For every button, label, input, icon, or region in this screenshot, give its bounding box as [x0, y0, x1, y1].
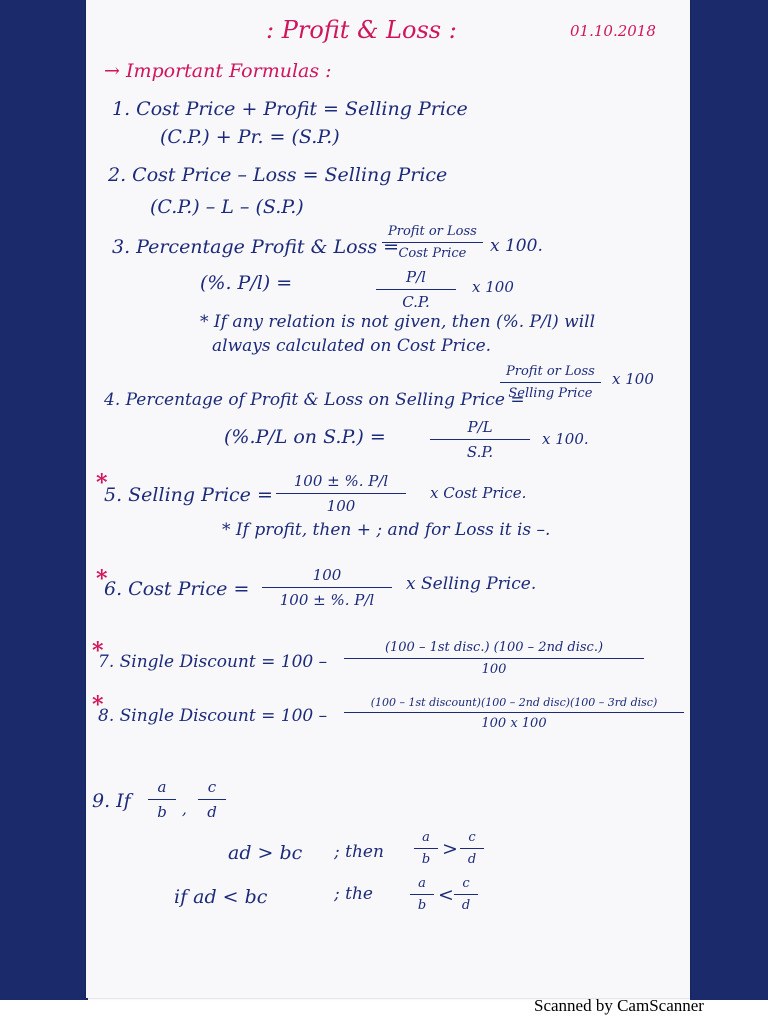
result-1-c: c: [460, 830, 484, 849]
result-1-b: b: [421, 852, 431, 867]
fraction-d-denominator: d: [207, 803, 217, 821]
formula-4-fraction: [500, 364, 601, 401]
condition-2: if ad < bc: [174, 886, 268, 908]
formula-2-line-2: (C.P.) – L – (S.P.): [150, 196, 304, 218]
formula-8-fraction: [344, 696, 684, 731]
formula-5-note: * If profit, then + ; and for Loss it is –.: [222, 520, 551, 540]
formula-8-denominator: 100 x 100: [481, 716, 547, 731]
formula-4-multiplier-2: x 100.: [542, 430, 589, 448]
comma-separator: ,: [182, 800, 187, 818]
formula-3-note-line-1: * If any relation is not given, then (%. P/l) will: [200, 312, 596, 332]
formula-7-lhs: 7. Single Discount = 100 –: [98, 652, 328, 672]
formula-4-lhs-2: (%.P/L on S.P.) =: [224, 426, 386, 448]
formula-3-numerator-2: P/l: [376, 268, 456, 290]
formula-4-denominator-2: S.P.: [466, 443, 494, 461]
formula-5-numerator: 100 ± %. P/l: [276, 472, 406, 494]
background-right-edge: [690, 0, 768, 1000]
asterisk-marker-5: *: [96, 470, 108, 496]
formula-6-numerator: 100: [262, 566, 392, 588]
formula-9-lhs: 9. If: [92, 790, 131, 812]
result-2-b: b: [417, 898, 427, 913]
result-1-a: a: [414, 830, 438, 849]
formula-6-fraction: [262, 566, 392, 609]
fraction-c-over-d: [198, 778, 226, 821]
formula-5-fraction: [276, 472, 406, 515]
formula-6-lhs: 6. Cost Price =: [104, 578, 250, 600]
formula-5-denominator: 100: [326, 497, 356, 515]
formula-8-numerator: (100 – 1st discount)(100 – 2nd disc)(100 – 3rd disc): [344, 696, 684, 713]
formula-3-lhs: 3. Percentage Profit & Loss =: [112, 236, 400, 258]
result-2-left-fraction: [410, 876, 434, 913]
then-label-2: ; the: [334, 884, 373, 904]
formula-1-line-1: 1. Cost Price + Profit = Selling Price: [112, 98, 468, 120]
formula-3-fraction: [382, 224, 483, 261]
date-label: 01.10.2018: [570, 22, 656, 40]
formula-3-numerator: Profit or Loss: [382, 224, 483, 243]
section-heading: → Important Formulas :: [104, 60, 332, 82]
fraction-a-numerator: a: [148, 778, 176, 800]
formula-3-note-line-2: always calculated on Cost Price.: [212, 336, 492, 356]
formula-7-denominator: 100: [481, 662, 507, 677]
fraction-b-denominator: b: [157, 803, 167, 821]
formula-5-multiplier: x Cost Price.: [430, 484, 527, 502]
formula-1-line-2: (C.P.) + Pr. = (S.P.): [160, 126, 340, 148]
then-label-1: ; then: [334, 842, 384, 862]
fraction-c-numerator: c: [198, 778, 226, 800]
asterisk-marker-8: *: [92, 692, 104, 718]
formula-4-denominator: Selling Price: [508, 386, 593, 401]
background-left-edge: [0, 0, 88, 1000]
scanner-watermark: Scanned by CamScanner: [534, 996, 704, 1015]
formula-4-numerator-2: P/L: [430, 418, 530, 440]
formula-4-numerator: Profit or Loss: [500, 364, 601, 383]
result-1-left-fraction: [414, 830, 438, 867]
page-title: : Profit & Loss :: [266, 16, 457, 44]
result-1-d: d: [467, 852, 477, 867]
formula-3-denominator: Cost Price: [398, 246, 467, 261]
greater-than-sign: >: [442, 838, 458, 860]
formula-8-lhs: 8. Single Discount = 100 –: [98, 706, 328, 726]
formula-5-lhs: 5. Selling Price =: [104, 484, 273, 506]
formula-6-denominator: 100 ± %. P/l: [279, 591, 375, 609]
formula-4-multiplier: x 100: [612, 370, 654, 388]
formula-3-fraction-2: [376, 268, 456, 311]
formula-3-denominator-2: C.P.: [402, 293, 430, 311]
formula-6-multiplier: x Selling Price.: [406, 574, 537, 594]
asterisk-marker-6: *: [96, 566, 108, 592]
fraction-a-over-b: [148, 778, 176, 821]
formula-7-fraction: [344, 640, 644, 677]
result-2-d: d: [461, 898, 471, 913]
formula-7-numerator: (100 – 1st disc.) (100 – 2nd disc.): [344, 640, 644, 659]
result-1-right-fraction: [460, 830, 484, 867]
result-2-c: c: [454, 876, 478, 895]
formula-4-fraction-2: [430, 418, 530, 461]
formula-3-multiplier: x 100.: [490, 236, 543, 256]
formula-3-lhs-2: (%. P/l) =: [200, 272, 293, 294]
asterisk-marker-7: *: [92, 638, 104, 664]
formula-4-lhs: 4. Percentage of Profit & Loss on Selling Price =: [104, 390, 525, 410]
result-2-a: a: [410, 876, 434, 895]
less-than-sign: <: [438, 884, 454, 906]
result-2-right-fraction: [454, 876, 478, 913]
condition-1: ad > bc: [228, 842, 303, 864]
formula-2-line-1: 2. Cost Price – Loss = Selling Price: [108, 164, 448, 186]
formula-3-multiplier-2: x 100: [472, 278, 514, 296]
